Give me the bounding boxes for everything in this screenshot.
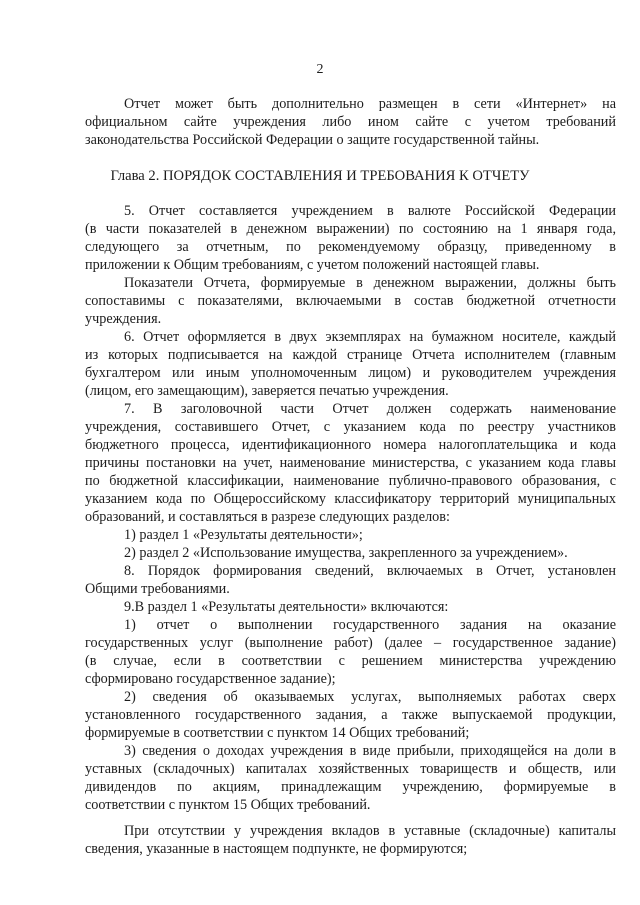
p6-line-3: бухгалтером или иным уполномоченным лицом) и руководителем учреждения (85, 365, 616, 381)
p9-1-line-1: 1) отчет о выполнении государственного задания на оказание (124, 617, 616, 633)
p7-line-3: бюджетного процесса, идентификационного номера налогоплательщика и кода (85, 437, 616, 453)
final-line-1: При отсутствии у учреждения вкладов в уставные (складочные) капиталы (124, 823, 616, 839)
pokazateli-line-2: сопоставимы с показателями, включаемыми в состав бюджетной отчетности (85, 293, 616, 309)
section-1-item: 1) раздел 1 «Результаты деятельности»; (124, 527, 363, 543)
p5-line-4: приложении к Общим требованиям, с учетом положений настоящей главы. (85, 257, 540, 273)
pokazateli-line-3: учреждения. (85, 311, 162, 327)
p9-2-line-2: установленного государственного задания, а также выпускаемой продукции, (85, 707, 616, 723)
p9-3-line-3: дивидендов по акциям, принадлежащим учреждению, формируемые в (85, 779, 616, 795)
p7-line-1: 7. В заголовочной части Отчет должен содержать наименование (124, 401, 616, 417)
page-number: 2 (316, 62, 324, 77)
chapter-heading: Глава 2. ПОРЯДОК СОСТАВЛЕНИЯ И ТРЕБОВАНИЯ К ОТЧЕТУ (110, 168, 530, 184)
p8-line-1: 8. Порядок формирования сведений, включаемых в Отчет, установлен (124, 563, 616, 579)
final-line-2: сведения, указанные в настоящем подпункте, не формируются; (85, 841, 468, 857)
p6-line-2: из которых подписывается на каждой странице Отчета исполнителем (главным (85, 347, 616, 363)
section-2-item: 2) раздел 2 «Использование имущества, закрепленного за учреждением». (124, 545, 568, 561)
intro-line-3: законодательства Российской Федерации о защите государственной тайны. (85, 132, 540, 148)
p7-line-7: образований, и составляться в разрезе следующих разделов: (85, 509, 450, 525)
p9-1-line-4: сформировано государственное задание); (85, 671, 336, 687)
intro-line-1: Отчет может быть дополнительно размещен в сети «Интернет» на (124, 96, 616, 112)
p9-line-1: 9.В раздел 1 «Результаты деятельности» включаются: (124, 599, 449, 615)
p7-line-6: указанием кода по Общероссийскому классификатору территорий муниципальных (85, 491, 616, 507)
p9-3-line-4: соответствии с пунктом 15 Общих требований. (85, 797, 371, 813)
p7-line-2: учреждения, составившего Отчет, с указанием кода по реестру участников (85, 419, 616, 435)
p5-line-1: 5. Отчет составляется учреждением в валюте Российской Федерации (124, 203, 616, 219)
p9-3-line-1: 3) сведения о доходах учреждения в виде прибыли, приходящейся на доли в (124, 743, 616, 759)
intro-line-2: официальном сайте учреждения либо ином сайте с учетом требований (85, 114, 616, 130)
p6-line-4: (лицом, его замещающим), заверяется печатью учреждения. (85, 383, 449, 399)
p9-1-line-3: (в случае, если в соответствии с решением министерства учреждению (85, 653, 616, 669)
p9-1-line-2: государственных услуг (выполнение работ) (далее – государственное задание) (85, 635, 616, 651)
p9-2-line-1: 2) сведения об оказываемых услугах, выполняемых работах сверх (124, 689, 616, 705)
p8-line-2: Общими требованиями. (85, 581, 230, 597)
pokazateli-line-1: Показатели Отчета, формируемые в денежном выражении, должны быть (124, 275, 616, 291)
p5-line-2: (в части показателей в денежном выражении) по состоянию на 1 января года, (85, 221, 616, 237)
p9-3-line-2: уставных (складочных) капиталах хозяйственных товариществ и обществ, или (85, 761, 616, 777)
p9-2-line-3: формируемые в соответствии с пунктом 14 Общих требований; (85, 725, 470, 741)
p5-line-3: следующего за отчетным, по рекомендуемому образцу, приведенному в (85, 239, 616, 255)
p7-line-5: по бюджетной классификации, наименование публично-правового образования, с (85, 473, 616, 489)
p7-line-4: причины постановки на учет, наименование министерства, с указанием кода главы (85, 455, 616, 471)
p6-line-1: 6. Отчет оформляется в двух экземплярах на бумажном носителе, каждый (124, 329, 616, 345)
